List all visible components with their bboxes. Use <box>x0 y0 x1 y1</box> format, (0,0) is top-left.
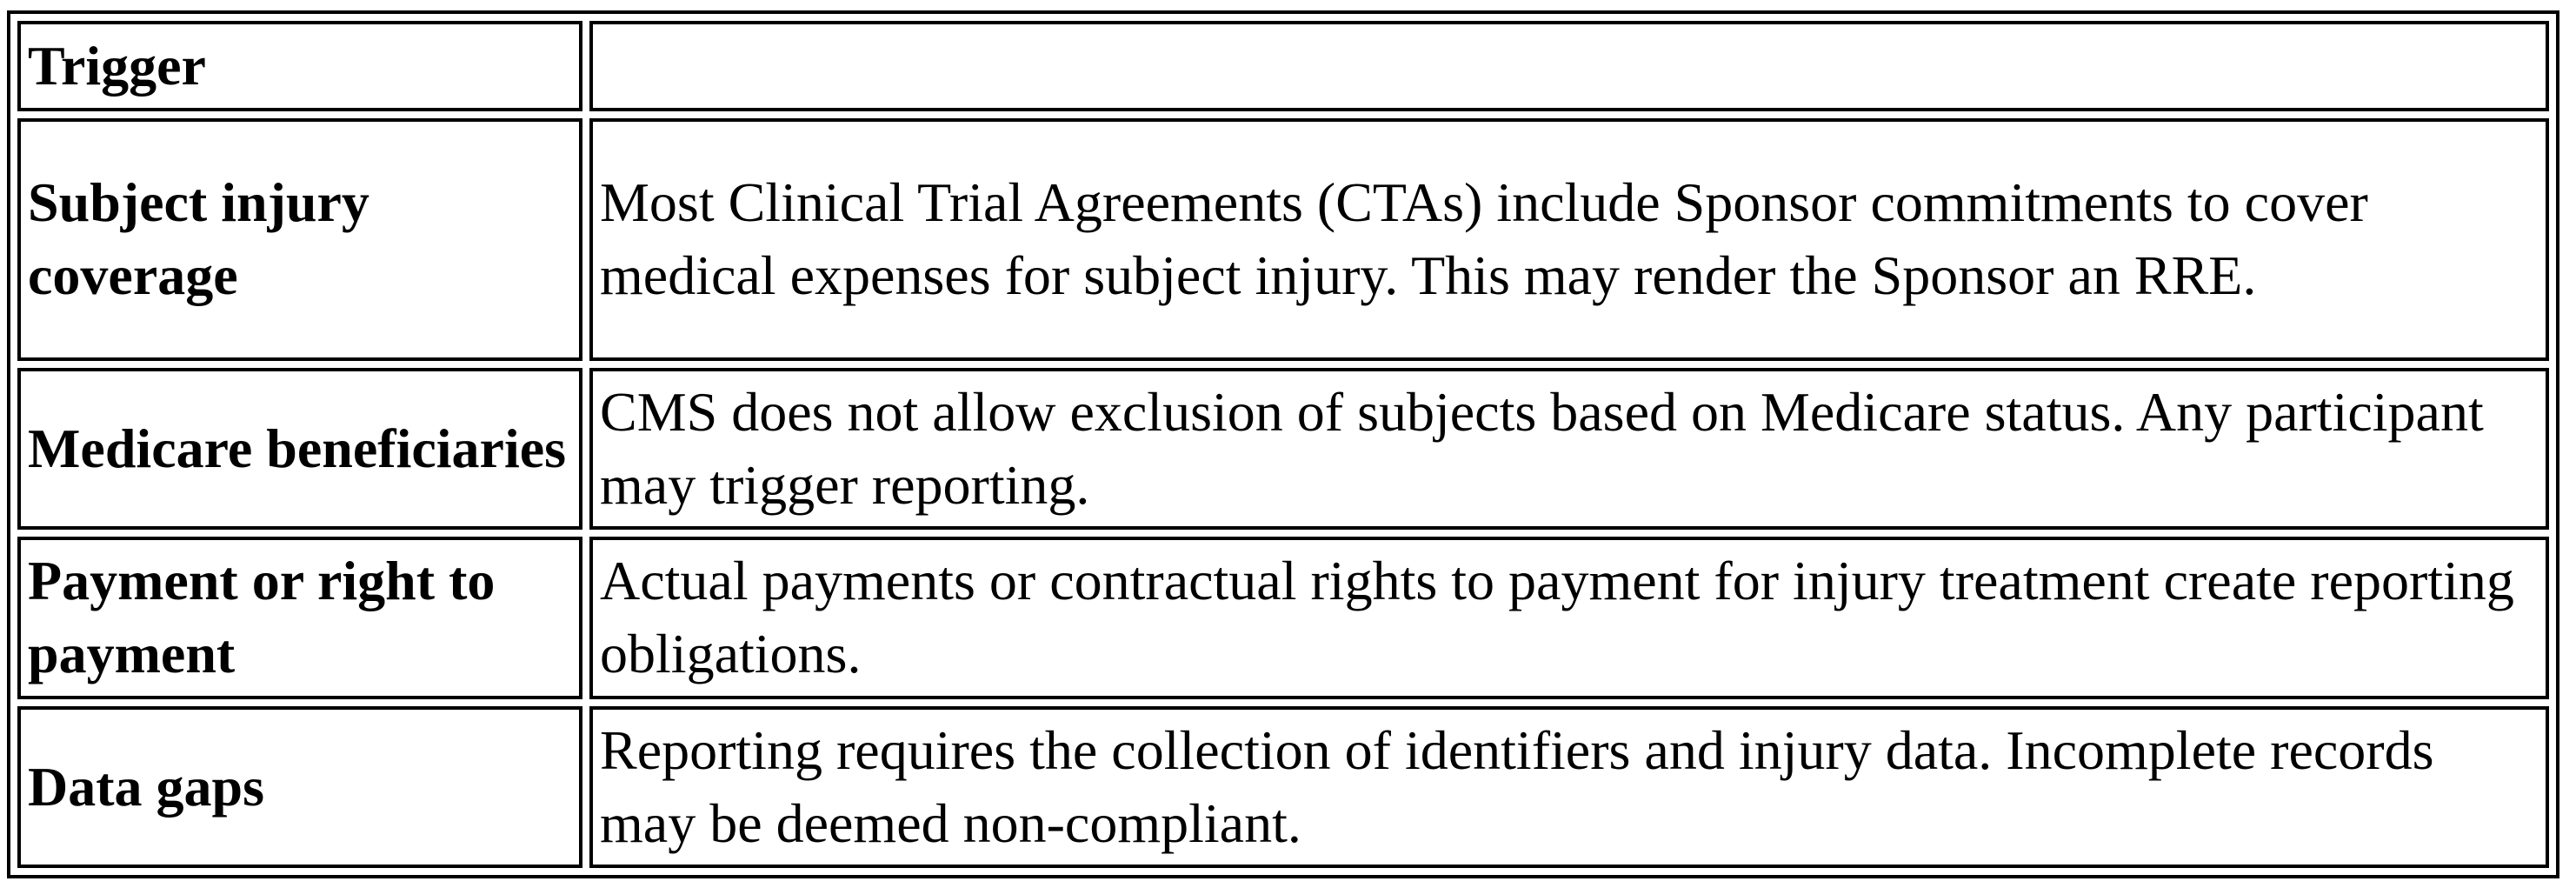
table-header-row <box>17 21 2549 111</box>
header-trigger-cell: Trigger <box>17 21 582 111</box>
trigger-table <box>7 10 2559 878</box>
row-term-cell: Medicare beneficiaries <box>17 368 582 530</box>
row-description-cell: Reporting requires the collection of identifiers and injury data. Incomplete records may be deemed non-compliant. <box>589 706 2549 868</box>
row-term-cell: Subject injury coverage <box>17 118 582 361</box>
table-row <box>17 706 2549 868</box>
row-description-cell: Most Clinical Trial Agreements (CTAs) include Sponsor commitments to cover medical expenses for subject injury. This may render the Sponsor an RRE. <box>589 118 2549 361</box>
table-row <box>17 537 2549 698</box>
row-term-cell: Data gaps <box>17 706 582 868</box>
row-term-cell: Payment or right to payment <box>17 537 582 698</box>
table-row <box>17 118 2549 361</box>
row-description-cell: CMS does not allow exclusion of subjects based on Medicare status. Any participant may trigger reporting. <box>589 368 2549 530</box>
table-row <box>17 368 2549 530</box>
row-description-cell: Actual payments or contractual rights to payment for injury treatment create reporting obligations. <box>589 537 2549 698</box>
header-description-cell <box>589 21 2549 111</box>
